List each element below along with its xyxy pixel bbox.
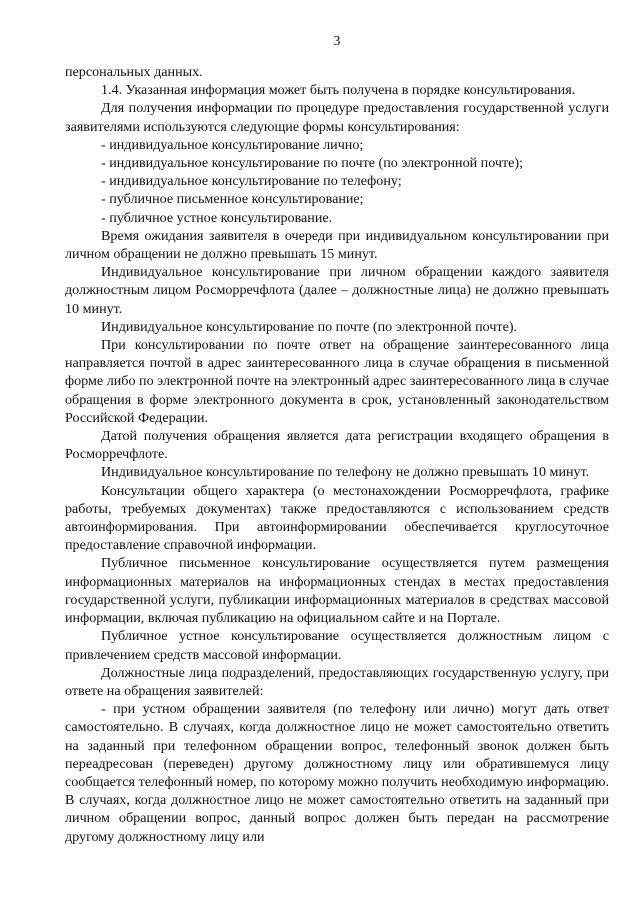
paragraph: - при устном обращении заявителя (по телефону или лично) могут дать ответ самостоятельно. В случаях, когда должностное лицо не может самостоятельно ответить на заданный при телефонном обращении вопрос, телефонный звонок должен быть переадресован (переведен) другому должностному лицу или обратившемуся лицу сообщается телефонный номер, по которому можно получить необходимую информацию. В случаях, когда должностное лицо не может самостоятельно ответить на заданный при личном обращении вопрос, данный вопрос должен быть передан на рассмотрение другому должностному лицу или [65,701,609,845]
list-item: - публичное устное консультирование. [101,209,333,226]
paragraph: Индивидуальное консультирование по почте (по электронной почте). [101,318,518,335]
paragraph: Время ожидания заявителя в очереди при индивидуальном консультировании при личном обращении не должно превышать 15 минут. [65,227,609,263]
list-item: - индивидуальное консультирование лично; [101,136,364,153]
paragraph: 1.4. Указанная информация может быть получена в порядке консультирования. [101,82,576,99]
paragraph: Должностные лица подразделений, предоставляющих государственную услугу, при ответе на обращения заявителей: [65,664,609,699]
paragraph: Публичное письменное консультирование осуществляется путем размещения информационных материалов на информационных стендах в местах предоставления государственной услуги, публикации информационных материалов в средствах массовой информации, включая публикацию на официальном сайте и на Портале. [65,555,609,627]
paragraph: Публичное устное консультирование осуществляется должностным лицом с привлечением средств массовой информации. [65,628,609,663]
document-body [65,63,609,846]
paragraph: Для получения информации по процедуре предоставления государственной услуги заявителями используются следующие формы консультирования: [65,100,609,135]
paragraph: Консультации общего характера (о местонахождении Росморречфлота, графике работы, требуемых документах) также предоставляются с использованием средств автоинформирования. При автоинформировании обеспечивается круглосуточное предоставление справочной информации. [65,482,609,554]
paragraph: персональных данных. [65,64,203,80]
paragraph: Индивидуальное консультирование по телефону не должно превышать 10 минут. [101,464,590,481]
page-number: 3 [333,33,341,48]
list-item: - индивидуальное консультирование по телефону; [101,173,402,190]
list-item: - индивидуальное консультирование по почте (по электронной почте); [101,155,524,172]
paragraph: Датой получения обращения является дата регистрации входящего обращения в Росморречфлоте. [65,428,609,463]
paragraph: Индивидуальное консультирование при личном обращении каждого заявителя должностным лицом Росморречфлота (далее – должностные лица) не должно превышать 10 минут. [65,264,609,317]
paragraph: При консультировании по почте ответ на обращение заинтересованного лица направляется почтой в адрес заинтересованного лица в случае обращения в письменной форме либо по электронной почте на электронный адрес заинтересованного лица в случае обращения в форме электронного документа в срок, установленный законодательством Российской Федерации. [65,337,609,426]
list-item: - публичное письменное консультирование; [101,191,364,208]
